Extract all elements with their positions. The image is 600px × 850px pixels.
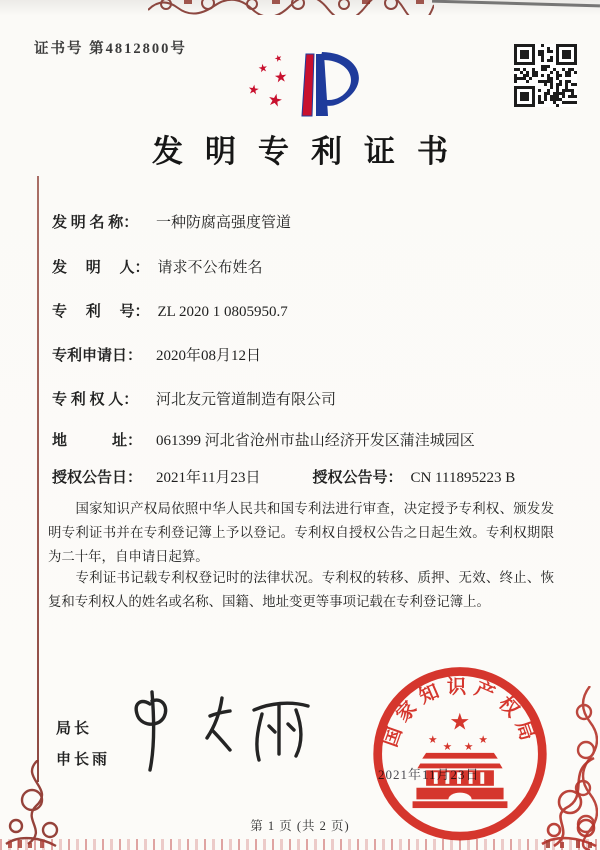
- svg-text:★: ★: [246, 82, 261, 99]
- field-row-inventor: [52, 256, 263, 277]
- field-value: ZL 2020 1 0805950.7: [157, 304, 288, 320]
- field-label: 专 利 号：: [52, 304, 150, 320]
- svg-text:★: ★: [265, 89, 285, 113]
- field-label: 授权公告日：: [52, 470, 143, 486]
- field-value: 河北友元管道制造有限公司: [156, 392, 337, 408]
- top-border-ornament: [148, 0, 434, 15]
- svg-text:★: ★: [273, 67, 289, 87]
- field-row-address: [52, 429, 475, 450]
- svg-text:★: ★: [428, 733, 438, 747]
- field-row-grant: [52, 466, 515, 487]
- field-row-invention-name: [52, 211, 291, 232]
- svg-text:★: ★: [257, 61, 270, 76]
- svg-text:★: ★: [442, 739, 453, 753]
- field-value: 2021年11月23日: [156, 470, 261, 486]
- qr-code: [514, 44, 577, 107]
- bottom-left-corner-ornament: [2, 760, 74, 848]
- seal-ring-text: 国家知识产权局: [380, 677, 540, 750]
- cnipa-logo: [236, 40, 368, 124]
- body-paragraph-1: 国家知识产权局依照中华人民共和国专利法进行审查，决定授予专利权、颁发发明专利证书并在专利登记簿上予以登记。专利权自授权公告之日起生效。专利权期限为二十年，自申请日起算。: [48, 501, 554, 564]
- field-value: 2020年08月12日: [156, 348, 262, 364]
- field-label: 专 利 权 人：: [52, 392, 139, 408]
- top-edge-line: [432, 0, 600, 7]
- certificate-number: 证书号 第4812800号: [34, 41, 187, 57]
- svg-text:★: ★: [273, 53, 284, 66]
- signoff-title: 局长: [56, 721, 93, 737]
- director-signature: [122, 688, 332, 780]
- svg-text:★: ★: [463, 739, 474, 753]
- field-value: 请求不公布姓名: [157, 260, 263, 276]
- field-value: 061399 河北省沧州市盐山经济开发区蒲洼城园区: [156, 433, 475, 449]
- signoff-name: 申长雨: [56, 752, 111, 768]
- field-row-patent-number: [52, 300, 288, 321]
- field-label: 发 明 名 称：: [52, 215, 139, 231]
- field-value: 一种防腐高强度管道: [156, 215, 292, 231]
- field-label: 专利申请日：: [52, 348, 143, 364]
- svg-text:★: ★: [449, 708, 471, 736]
- field-row-patentee: [52, 388, 336, 409]
- page-footer: 第 1 页 (共 2 页): [250, 819, 350, 833]
- seal-date: 2021年11月23日: [378, 767, 480, 782]
- field-row-filing-date: [52, 344, 261, 365]
- field-label: 发 明 人：: [52, 260, 150, 276]
- left-border-line: [37, 176, 39, 782]
- field-value: CN 111895223 B: [410, 470, 516, 486]
- official-seal: [368, 652, 552, 846]
- field-label: 地 址：: [52, 433, 143, 449]
- body-paragraph-2: 专利证书记载专利权登记时的法律状况。专利权的转移、质押、无效、终止、恢复和专利权人的姓名或名称、国籍、地址变更等事项记载在专利登记簿上。: [48, 570, 554, 609]
- field-label: 授权公告号：: [312, 470, 403, 486]
- certificate-title: 发明专利证书: [152, 134, 470, 169]
- national-emblem-icon: [413, 709, 508, 808]
- svg-text:★: ★: [478, 733, 488, 747]
